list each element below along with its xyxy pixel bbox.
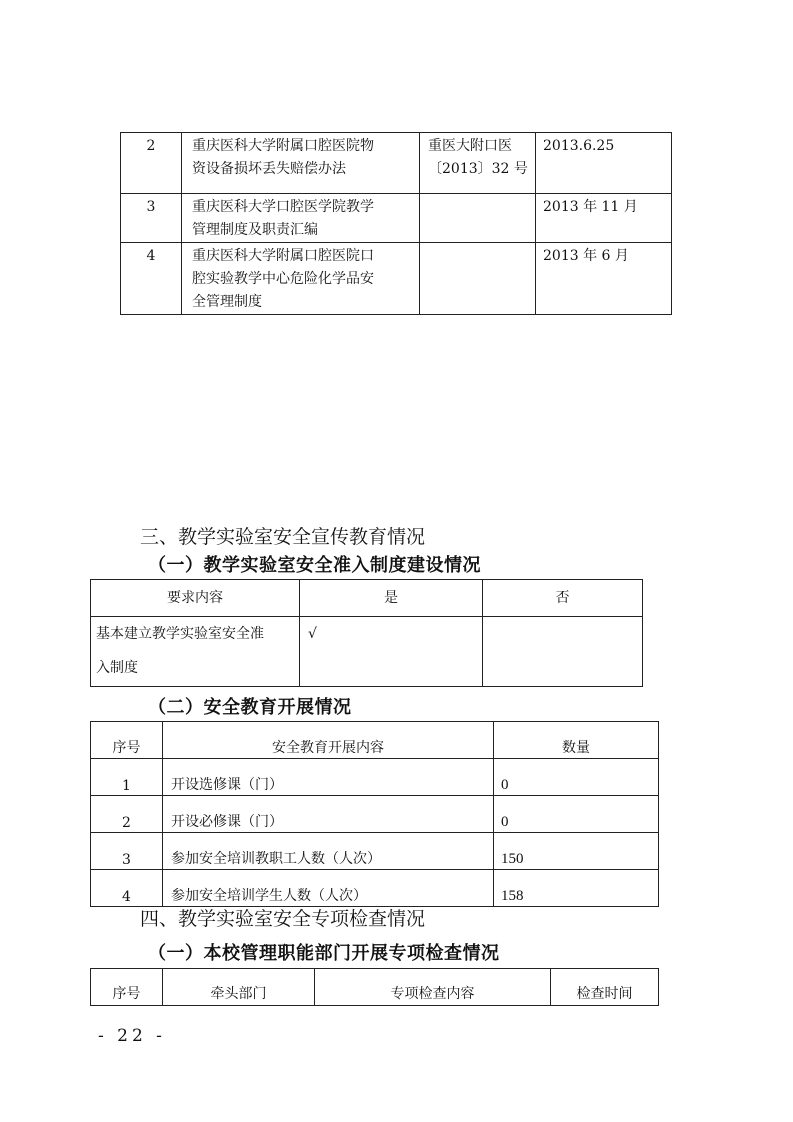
table-header-row [91, 722, 659, 759]
table-row [91, 870, 659, 907]
issue-date: 2013.6.25 [536, 133, 672, 194]
row-number: 3 [91, 833, 163, 870]
column-header: 是 [300, 580, 483, 617]
column-header: 否 [483, 580, 643, 617]
column-header: 牵头部门 [163, 969, 315, 1006]
education-content: 开设选修课（门） [163, 759, 494, 796]
section-3-heading: 三、教学实验室安全宣传教育情况 [140, 526, 426, 548]
no-cell [483, 617, 643, 687]
page-number: - 22 - [98, 1026, 166, 1046]
row-number: 1 [91, 759, 163, 796]
safety-education-table [90, 721, 659, 907]
issue-date: 2013 年 11 月 [536, 194, 672, 243]
table-row [121, 243, 672, 315]
column-header: 要求内容 [91, 580, 300, 617]
column-header: 数量 [494, 722, 659, 759]
table-row [91, 833, 659, 870]
column-header: 序号 [91, 969, 163, 1006]
regulation-name: 重庆医科大学附属口腔医院口 腔实验教学中心危险化学品安 全管理制度 [182, 243, 420, 315]
section-3-1-heading: （一）教学实验室安全准入制度建设情况 [148, 555, 481, 576]
column-header: 序号 [91, 722, 163, 759]
access-system-table [90, 579, 643, 687]
table-header-row [91, 969, 659, 1006]
quantity: 158 [494, 870, 659, 907]
row-number: 3 [121, 194, 182, 243]
regulation-name: 重庆医科大学口腔医学院教学 管理制度及职责汇编 [182, 194, 420, 243]
education-content: 参加安全培训学生人数（人次） [163, 870, 494, 907]
column-header: 安全教育开展内容 [163, 722, 494, 759]
document-number: 重医大附口医 〔2013〕32 号 [420, 133, 536, 194]
issue-date: 2013 年 6 月 [536, 243, 672, 315]
column-header: 检查时间 [551, 969, 659, 1006]
section-4-heading: 四、教学实验室安全专项检查情况 [140, 908, 426, 930]
quantity: 0 [494, 759, 659, 796]
section-4-1-heading: （一）本校管理职能部门开展专项检查情况 [148, 943, 500, 964]
row-number: 2 [91, 796, 163, 833]
education-content: 参加安全培训教职工人数（人次） [163, 833, 494, 870]
column-header: 专项检查内容 [315, 969, 551, 1006]
table-row [121, 194, 672, 243]
row-number: 2 [121, 133, 182, 194]
row-number: 4 [121, 243, 182, 315]
table-header-row [91, 580, 643, 617]
special-inspection-table [90, 968, 659, 1006]
regulation-name: 重庆医科大学附属口腔医院物 资设备损坏丢失赔偿办法 [182, 133, 420, 194]
table-row [91, 759, 659, 796]
quantity: 150 [494, 833, 659, 870]
regulations-table [120, 132, 672, 315]
yes-cell: √ [300, 617, 483, 687]
quantity: 0 [494, 796, 659, 833]
requirement-label: 基本建立教学实验室安全准 入制度 [91, 617, 300, 687]
document-number [420, 243, 536, 315]
table-row [91, 617, 643, 687]
row-number: 4 [91, 870, 163, 907]
section-3-2-heading: （二）安全教育开展情况 [148, 697, 352, 718]
table-row [91, 796, 659, 833]
education-content: 开设必修课（门） [163, 796, 494, 833]
document-number [420, 194, 536, 243]
table-row [121, 133, 672, 194]
